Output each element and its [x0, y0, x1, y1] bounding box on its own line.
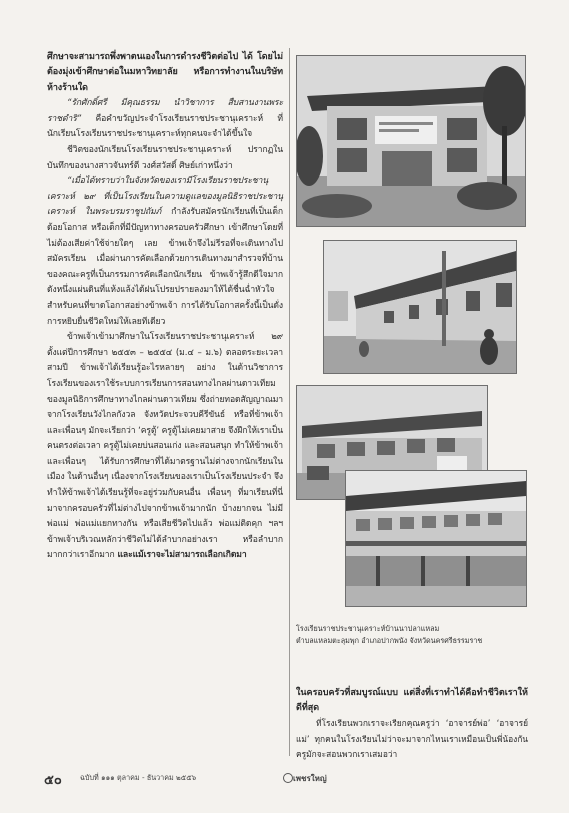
right-paragraph: ที่โรงเรียนพวกเราจะเรียกคุณครูว่า ‘อาจารย์พ่อ’ ‘อาจารย์แม่’ ทุกคนในโรงเรียนไม่ว่าจะมาจากไหนเราเหมือนเป็นพี่น้องกัน ครูมักจะสอนพวกเราเสมอว่า: [296, 718, 528, 759]
page-footer: [44, 770, 524, 786]
left-column: [47, 50, 283, 564]
school-life-paragraph: [47, 330, 283, 564]
diary-rest: กำลังรับสมัครนักเรียนที่เป็นเด็กด้อยโอกาส หรือเด็กที่มีปัญหาทางครอบครัวศึกษา เข้าศึกษาโดยที่ไม่ต้องเสียค่าใช้จ่ายใดๆ เลย ข้าพเจ้าจึงไม่รีรอที่จะเดินทางไปสมัครเรียน เมื่อผ่านการคัดเลือกด้วยการเดินทางมาสำรวจที่บ้านของคณะครูที่เป็นกรรมการคัดเลือกนักเรียน ข้าพเจ้ารู้สึกดีใจมาก ดังหนึ่งแผ่นดินที่แห้งแล้งได้ฝนโปรยปรายลงมาให้ได้ชื่นฉ่ำหัวใจ สำหรับคนที่ขาดโอกาสอย่างข้าพเจ้า การได้รับโอกาสครั้งนี้เป็นดั่งการหยิบยื่นชีวิตใหม่ให้เลยทีเดียว: [47, 207, 283, 327]
issue-info: ฉบับที่ ๑๑๑ ตุลาคม - ธันวาคม ๒๕๕๖: [80, 773, 197, 782]
school-life-bold-tail: และแม้เราจะไม่สามารถเลือกเกิดมา: [114, 550, 247, 561]
column-divider: [289, 48, 290, 756]
photo-two-storey-building: [345, 470, 527, 607]
school-life-text: ข้าพเจ้าเข้ามาศึกษาในโรงเรียนราชประชานุเคราะห์ ๒๙ ตั้งแต่ปีการศึกษา ๒๕๕๓ – ๒๕๕๔ (ม.๔ – ม.๖) ตลอดระยะเวลาสามปี ข้าพเจ้าได้เรียนรู้อะไรหลายๆ อย่าง ในด้านวิชาการ โรงเรียนของเราใช้ระบบการเรียนการสอนทางไกลผ่านดาวเทียมของมูลนิธิการศึกษาทางไกลผ่านดาวเทียม ซึ่งถ่ายทอดสัญญาณมาจากโรงเรียนวังไกลกังวล จังหวัดประจวบคีรีขันธ์ หรือที่ข้าพเจ้าและเพื่อนๆ มักจะเรียกว่า ‘ครูตู้’ ครูตู้ไม่เคยมาสาย จึงฝึกให้เราเป็นคนตรงต่อเวลา ครูตู้ไม่เคยบ่นสอนเก่ง และสอนสนุก ทำให้ข้าพเจ้าและเพื่อนๆ ได้รับการศึกษาที่ได้มาตรฐานไม่ต่างจากนักเรียนในเมือง ในด้านอื่นๆ เนื่องจากโรงเรียนของเราเป็นโรงเรียนประจำ จึงทำให้ข้าพเจ้าได้เรียนรู้ที่จะอยู่ร่วมกับคนอื่น เพื่อนๆ ที่มาเรียนที่นี่มาจากครอบครัวที่ไม่ต่างไปจากข้าพเจ้ามากนัก บ้างยากจน ไม่มีพ่อแม่ พ่อแม่แยกทางกัน หรือเสียชีวิตไปแล้ว พ่อแม่ติดคุก ฯลฯ ข้าพเจ้าบริเวณหลักว่าชีวิตไม่ได้ลำบากอย่างเรา หรือลำบากมากกว่าเราอีกมาก: [47, 332, 284, 561]
page-number: ๕๐: [44, 773, 62, 788]
lead-paragraph: ศึกษาจะสามารถพึ่งพาตนเองในการดำรงชีวิตต่อไป ได้ โดยไม่ต้องมุ่งเข้าศึกษาต่อในมหาวิทยาลัย หรือการทำงานในบริษัทห้างร้านใด: [47, 52, 283, 93]
right-column: [296, 686, 528, 762]
two-storey-illustration: [346, 471, 526, 606]
right-subhead: ในครอบครัวที่สมบูรณ์แบบ แต่สิ่งที่เราทำได้คือทำชีวิตเราให้ดีที่สุด: [296, 688, 528, 714]
motto-quote: “รักศักดิ์ศรี มีคุณธรรม นำวิชาการ สืบสานงานพระราชดำริ”: [47, 98, 283, 124]
photo-classroom-row: [323, 240, 517, 374]
caption-line-1: โรงเรียนราชประชานุเคราะห์บ้านนาปลาแหลม: [296, 624, 440, 633]
diary-paragraph: [47, 174, 283, 330]
caption-line-2: ตำบลแหลมตะลุมพุก อำเภอปากพนัง จังหวัดนครศรีธรรมราช: [296, 636, 483, 645]
photo-school-building: [296, 55, 526, 227]
diary-quote: “เมื่อได้ทราบว่าในจังหวัดของเรามีโรงเรียนราชประชานุเคราะห์ ๒๙ ที่เป็นโรงเรียนในความดูแลของมูลนิธิราชประชานุเคราะห์ ในพระบรมราชูปถัมภ์: [47, 176, 283, 218]
brand-name: เพชรใหญ่: [293, 774, 327, 783]
diary-intro-paragraph: ชีวิตของนักเรียนโรงเรียนราชประชานุเคราะห์ ปรากฏในบันทึกของนางสาวจันทร์ตี วงศ์สวัสดิ์ ศิษย์เก่าหนึ่งว่า: [47, 145, 283, 171]
photo-caption: [296, 623, 536, 647]
classroom-row-illustration: [324, 241, 516, 373]
school-building-illustration: [297, 56, 525, 226]
brand-logo-icon: [283, 773, 293, 783]
motto-rest: คือคำขวัญประจำโรงเรียนราชประชานุเคราะห์ ที่นักเรียนโรงเรียนราชประชานุเคราะห์ทุกคนจะจำได้ขึ้นใจ: [47, 113, 283, 140]
motto-paragraph: [47, 96, 283, 143]
